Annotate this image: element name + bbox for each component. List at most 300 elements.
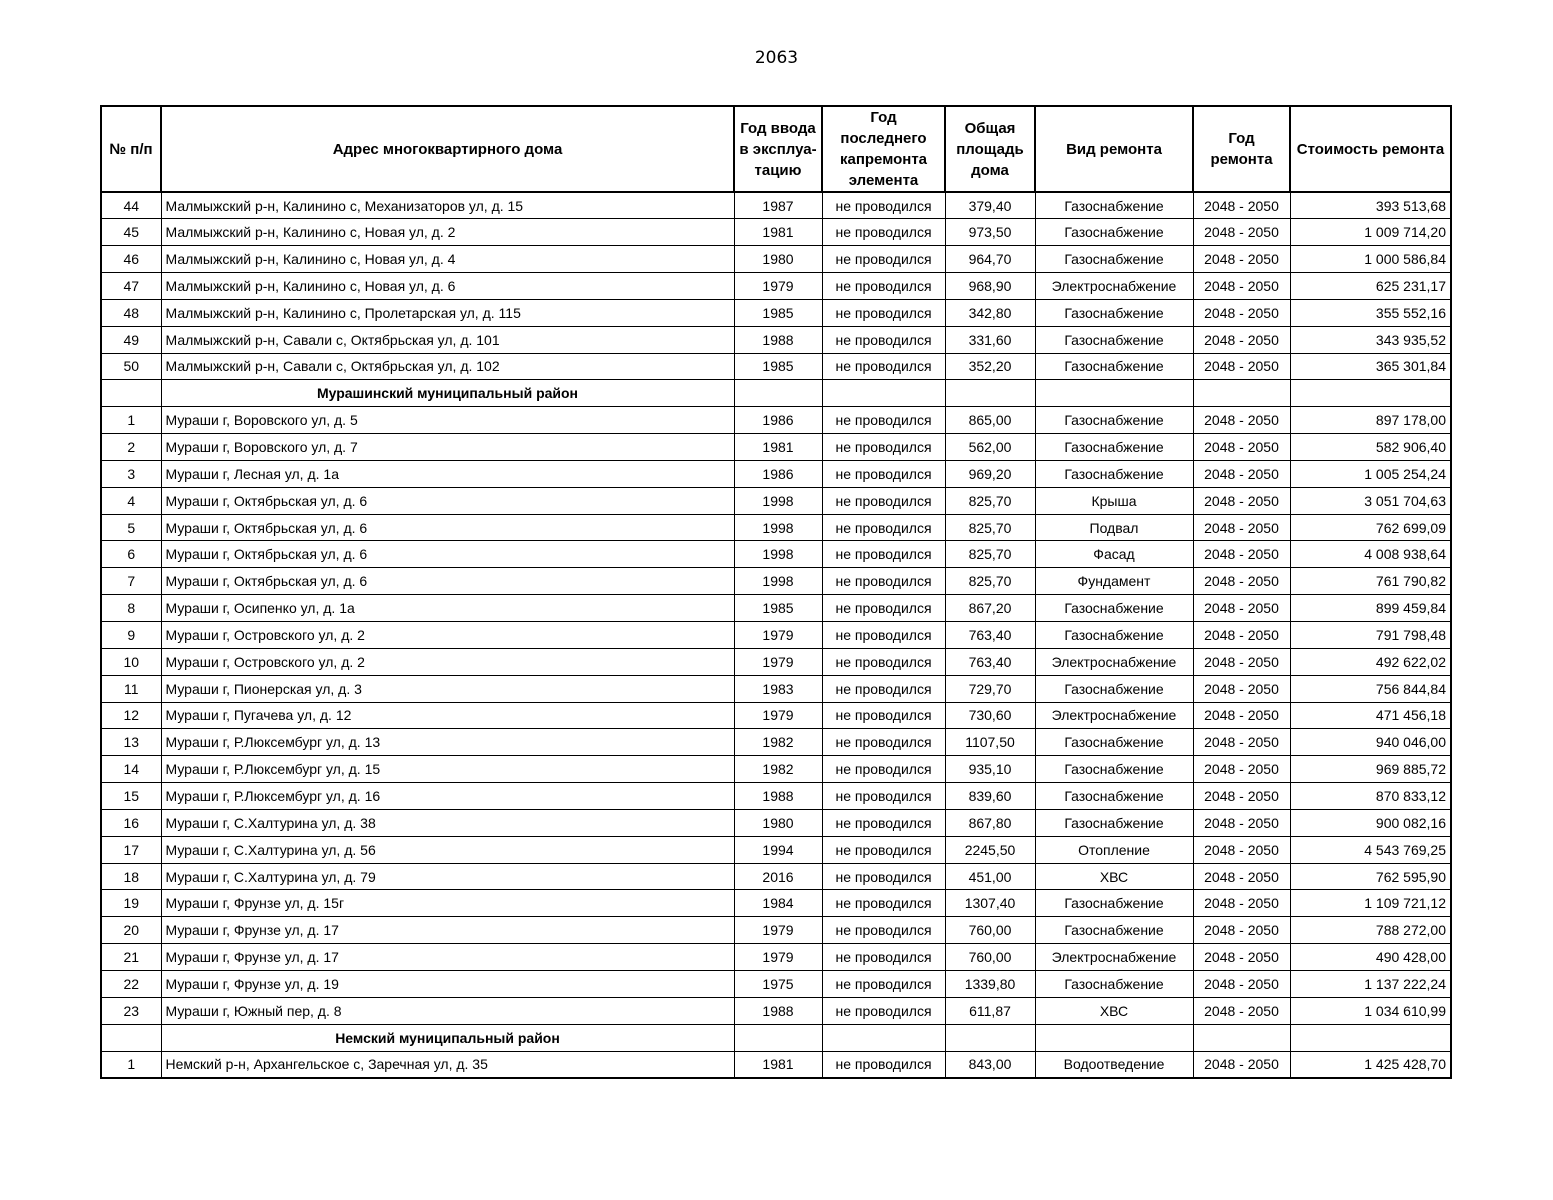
cell-repair-year: 2048 - 2050 (1193, 783, 1290, 810)
section-empty-cell (945, 1024, 1035, 1051)
cell-address: Мураши г, Фрунзе ул, д. 17 (161, 944, 734, 971)
cell-address: Мураши г, Фрунзе ул, д. 15г (161, 890, 734, 917)
cell-commission-year: 1998 (734, 568, 822, 595)
cell-cost: 761 790,82 (1290, 568, 1451, 595)
cell-repair-year: 2048 - 2050 (1193, 407, 1290, 434)
cell-area: 760,00 (945, 944, 1035, 971)
section-empty-cell (1035, 380, 1193, 407)
cell-area: 968,90 (945, 273, 1035, 300)
cell-address: Мураши г, Октябрьская ул, д. 6 (161, 541, 734, 568)
table-row (101, 917, 1451, 944)
cell-repair-type: Газоснабжение (1035, 353, 1193, 380)
cell-address: Мураши г, Лесная ул, д. 1а (161, 460, 734, 487)
table-row (101, 702, 1451, 729)
cell-area: 825,70 (945, 541, 1035, 568)
cell-commission-year: 1982 (734, 756, 822, 783)
cell-cost: 897 178,00 (1290, 407, 1451, 434)
cell-area: 611,87 (945, 997, 1035, 1024)
header-commission-year: Год ввода в эксплуа-тацию (734, 106, 822, 192)
cell-address: Мураши г, С.Халтурина ул, д. 79 (161, 863, 734, 890)
cell-commission-year: 2016 (734, 863, 822, 890)
cell-repair-type: Газоснабжение (1035, 407, 1193, 434)
cell-area: 843,00 (945, 1051, 1035, 1078)
cell-last-repair: не проводился (822, 514, 945, 541)
table-body (101, 192, 1451, 1078)
cell-repair-type: Отопление (1035, 836, 1193, 863)
cell-last-repair: не проводился (822, 622, 945, 649)
cell-number: 1 (101, 407, 161, 434)
table-row (101, 353, 1451, 380)
cell-address: Мураши г, С.Халтурина ул, д. 38 (161, 809, 734, 836)
cell-area: 760,00 (945, 917, 1035, 944)
cell-repair-year: 2048 - 2050 (1193, 944, 1290, 971)
cell-commission-year: 1980 (734, 809, 822, 836)
cell-address: Мураши г, Островского ул, д. 2 (161, 622, 734, 649)
cell-last-repair: не проводился (822, 541, 945, 568)
cell-last-repair: не проводился (822, 192, 945, 219)
cell-last-repair: не проводился (822, 460, 945, 487)
table-row (101, 434, 1451, 461)
cell-last-repair: не проводился (822, 219, 945, 246)
cell-last-repair: не проводился (822, 299, 945, 326)
cell-cost: 582 906,40 (1290, 434, 1451, 461)
cell-address: Мураши г, Пугачева ул, д. 12 (161, 702, 734, 729)
cell-repair-year: 2048 - 2050 (1193, 487, 1290, 514)
cell-address: Мураши г, Фрунзе ул, д. 17 (161, 917, 734, 944)
section-empty-cell (734, 380, 822, 407)
cell-repair-type: Газоснабжение (1035, 326, 1193, 353)
table-row (101, 729, 1451, 756)
cell-repair-type: Фасад (1035, 541, 1193, 568)
cell-address: Малмыжский р-н, Калинино с, Новая ул, д. 2 (161, 219, 734, 246)
cell-repair-year: 2048 - 2050 (1193, 568, 1290, 595)
cell-area: 973,50 (945, 219, 1035, 246)
cell-last-repair: не проводился (822, 246, 945, 273)
cell-repair-year: 2048 - 2050 (1193, 970, 1290, 997)
cell-cost: 870 833,12 (1290, 783, 1451, 810)
cell-last-repair: не проводился (822, 729, 945, 756)
table-row (101, 192, 1451, 219)
cell-number: 18 (101, 863, 161, 890)
cell-repair-year: 2048 - 2050 (1193, 756, 1290, 783)
table-row (101, 219, 1451, 246)
cell-repair-year: 2048 - 2050 (1193, 192, 1290, 219)
cell-commission-year: 1984 (734, 890, 822, 917)
cell-address: Малмыжский р-н, Калинино с, Новая ул, д. 4 (161, 246, 734, 273)
cell-address: Мураши г, Пионерская ул, д. 3 (161, 675, 734, 702)
cell-number: 50 (101, 353, 161, 380)
cell-cost: 3 051 704,63 (1290, 487, 1451, 514)
cell-last-repair: не проводился (822, 863, 945, 890)
cell-address: Мураши г, Р.Люксембург ул, д. 13 (161, 729, 734, 756)
cell-repair-year: 2048 - 2050 (1193, 326, 1290, 353)
cell-number: 4 (101, 487, 161, 514)
table-row (101, 299, 1451, 326)
cell-commission-year: 1981 (734, 434, 822, 461)
cell-commission-year: 1994 (734, 836, 822, 863)
table-row (101, 514, 1451, 541)
cell-last-repair: не проводился (822, 675, 945, 702)
section-empty-cell (734, 1024, 822, 1051)
cell-last-repair: не проводился (822, 1051, 945, 1078)
cell-repair-year: 2048 - 2050 (1193, 299, 1290, 326)
cell-area: 1339,80 (945, 970, 1035, 997)
section-empty-cell (1290, 1024, 1451, 1051)
section-empty-cell (822, 380, 945, 407)
cell-area: 825,70 (945, 514, 1035, 541)
cell-cost: 762 699,09 (1290, 514, 1451, 541)
cell-commission-year: 1985 (734, 299, 822, 326)
cell-repair-year: 2048 - 2050 (1193, 273, 1290, 300)
cell-cost: 365 301,84 (1290, 353, 1451, 380)
cell-cost: 762 595,90 (1290, 863, 1451, 890)
cell-commission-year: 1985 (734, 353, 822, 380)
cell-repair-type: Электроснабжение (1035, 944, 1193, 971)
cell-repair-type: Водоотведение (1035, 1051, 1193, 1078)
header-row (101, 106, 1451, 192)
cell-cost: 1 009 714,20 (1290, 219, 1451, 246)
header-number: № п/п (101, 106, 161, 192)
cell-repair-type: Электроснабжение (1035, 702, 1193, 729)
cell-address: Мураши г, Октябрьская ул, д. 6 (161, 568, 734, 595)
cell-address: Немский р-н, Архангельское с, Заречная ул, д. 35 (161, 1051, 734, 1078)
cell-repair-year: 2048 - 2050 (1193, 863, 1290, 890)
cell-commission-year: 1979 (734, 917, 822, 944)
repair-register-table (100, 105, 1452, 1079)
cell-address: Малмыжский р-н, Калинино с, Механизаторов ул, д. 15 (161, 192, 734, 219)
cell-repair-year: 2048 - 2050 (1193, 353, 1290, 380)
table-row (101, 648, 1451, 675)
cell-repair-type: Крыша (1035, 487, 1193, 514)
cell-cost: 490 428,00 (1290, 944, 1451, 971)
cell-address: Малмыжский р-н, Калинино с, Пролетарская ул, д. 115 (161, 299, 734, 326)
cell-repair-year: 2048 - 2050 (1193, 675, 1290, 702)
cell-repair-type: ХВС (1035, 997, 1193, 1024)
cell-commission-year: 1988 (734, 783, 822, 810)
cell-commission-year: 1981 (734, 219, 822, 246)
cell-number: 15 (101, 783, 161, 810)
cell-number: 10 (101, 648, 161, 675)
cell-last-repair: не проводился (822, 568, 945, 595)
cell-area: 867,20 (945, 595, 1035, 622)
cell-commission-year: 1979 (734, 273, 822, 300)
table-row (101, 460, 1451, 487)
table-row (101, 944, 1451, 971)
table-row (101, 326, 1451, 353)
cell-area: 1307,40 (945, 890, 1035, 917)
cell-number: 14 (101, 756, 161, 783)
cell-last-repair: не проводился (822, 997, 945, 1024)
cell-cost: 1 137 222,24 (1290, 970, 1451, 997)
cell-repair-type: Газоснабжение (1035, 890, 1193, 917)
cell-number: 16 (101, 809, 161, 836)
cell-repair-year: 2048 - 2050 (1193, 246, 1290, 273)
cell-repair-year: 2048 - 2050 (1193, 1051, 1290, 1078)
cell-area: 969,20 (945, 460, 1035, 487)
header-repair-cost: Стоимость ремонта (1290, 106, 1451, 192)
cell-address: Мураши г, С.Халтурина ул, д. 56 (161, 836, 734, 863)
cell-address: Мураши г, Воровского ул, д. 7 (161, 434, 734, 461)
cell-address: Мураши г, Южный пер, д. 8 (161, 997, 734, 1024)
cell-repair-year: 2048 - 2050 (1193, 997, 1290, 1024)
section-title: Мурашинский муниципальный район (161, 380, 734, 407)
cell-area: 935,10 (945, 756, 1035, 783)
cell-area: 865,00 (945, 407, 1035, 434)
cell-cost: 4 008 938,64 (1290, 541, 1451, 568)
cell-area: 331,60 (945, 326, 1035, 353)
cell-commission-year: 1998 (734, 541, 822, 568)
cell-number: 21 (101, 944, 161, 971)
cell-number: 9 (101, 622, 161, 649)
cell-cost: 393 513,68 (1290, 192, 1451, 219)
cell-number: 12 (101, 702, 161, 729)
cell-address: Малмыжский р-н, Калинино с, Новая ул, д. 6 (161, 273, 734, 300)
cell-repair-year: 2048 - 2050 (1193, 702, 1290, 729)
table-row (101, 890, 1451, 917)
cell-area: 825,70 (945, 568, 1035, 595)
cell-number: 11 (101, 675, 161, 702)
table-row (101, 273, 1451, 300)
cell-number: 49 (101, 326, 161, 353)
cell-area: 2245,50 (945, 836, 1035, 863)
cell-cost: 940 046,00 (1290, 729, 1451, 756)
table-row (101, 246, 1451, 273)
cell-address: Мураши г, Октябрьская ул, д. 6 (161, 514, 734, 541)
cell-last-repair: не проводился (822, 970, 945, 997)
header-address: Адрес многоквартирного дома (161, 106, 734, 192)
cell-cost: 900 082,16 (1290, 809, 1451, 836)
section-title: Немский муниципальный район (161, 1024, 734, 1051)
cell-repair-type: Газоснабжение (1035, 460, 1193, 487)
cell-area: 352,20 (945, 353, 1035, 380)
cell-area: 562,00 (945, 434, 1035, 461)
cell-area: 729,70 (945, 675, 1035, 702)
cell-number: 23 (101, 997, 161, 1024)
cell-address: Малмыжский р-н, Савали с, Октябрьская ул, д. 101 (161, 326, 734, 353)
cell-cost: 343 935,52 (1290, 326, 1451, 353)
cell-repair-year: 2048 - 2050 (1193, 648, 1290, 675)
cell-repair-year: 2048 - 2050 (1193, 219, 1290, 246)
cell-last-repair: не проводился (822, 273, 945, 300)
cell-number: 8 (101, 595, 161, 622)
cell-repair-type: Газоснабжение (1035, 622, 1193, 649)
header-repair-year: Год ремонта (1193, 106, 1290, 192)
section-empty-cell (1193, 1024, 1290, 1051)
cell-number: 2 (101, 434, 161, 461)
cell-number: 17 (101, 836, 161, 863)
cell-repair-type: ХВС (1035, 863, 1193, 890)
cell-cost: 756 844,84 (1290, 675, 1451, 702)
cell-repair-type: Газоснабжение (1035, 729, 1193, 756)
cell-commission-year: 1986 (734, 407, 822, 434)
cell-repair-type: Фундамент (1035, 568, 1193, 595)
cell-number: 47 (101, 273, 161, 300)
cell-number: 5 (101, 514, 161, 541)
cell-address: Мураши г, Фрунзе ул, д. 19 (161, 970, 734, 997)
table-row (101, 1051, 1451, 1078)
table-row (101, 809, 1451, 836)
cell-last-repair: не проводился (822, 917, 945, 944)
header-repair-type: Вид ремонта (1035, 106, 1193, 192)
cell-repair-year: 2048 - 2050 (1193, 809, 1290, 836)
cell-cost: 1 109 721,12 (1290, 890, 1451, 917)
cell-area: 839,60 (945, 783, 1035, 810)
cell-area: 763,40 (945, 648, 1035, 675)
cell-cost: 1 005 254,24 (1290, 460, 1451, 487)
section-row (101, 1024, 1451, 1051)
cell-number: 3 (101, 460, 161, 487)
table-row (101, 568, 1451, 595)
section-empty-cell (1193, 380, 1290, 407)
table-row (101, 675, 1451, 702)
cell-repair-type: Подвал (1035, 514, 1193, 541)
table-row (101, 836, 1451, 863)
cell-repair-year: 2048 - 2050 (1193, 514, 1290, 541)
cell-commission-year: 1987 (734, 192, 822, 219)
cell-area: 964,70 (945, 246, 1035, 273)
cell-cost: 791 798,48 (1290, 622, 1451, 649)
cell-commission-year: 1988 (734, 326, 822, 353)
section-empty-cell (101, 1024, 161, 1051)
cell-repair-year: 2048 - 2050 (1193, 434, 1290, 461)
table-row (101, 756, 1451, 783)
cell-cost: 788 272,00 (1290, 917, 1451, 944)
cell-commission-year: 1980 (734, 246, 822, 273)
cell-commission-year: 1979 (734, 944, 822, 971)
cell-repair-type: Газоснабжение (1035, 917, 1193, 944)
cell-cost: 355 552,16 (1290, 299, 1451, 326)
cell-repair-year: 2048 - 2050 (1193, 622, 1290, 649)
table-row (101, 863, 1451, 890)
cell-address: Мураши г, Октябрьская ул, д. 6 (161, 487, 734, 514)
cell-cost: 492 622,02 (1290, 648, 1451, 675)
cell-repair-type: Электроснабжение (1035, 648, 1193, 675)
cell-last-repair: не проводился (822, 836, 945, 863)
header-total-area: Общая площадь дома (945, 106, 1035, 192)
cell-repair-type: Газоснабжение (1035, 595, 1193, 622)
table-row (101, 407, 1451, 434)
cell-address: Мураши г, Р.Люксембург ул, д. 15 (161, 756, 734, 783)
table-row (101, 783, 1451, 810)
cell-number: 22 (101, 970, 161, 997)
cell-cost: 625 231,17 (1290, 273, 1451, 300)
table-row (101, 595, 1451, 622)
cell-number: 13 (101, 729, 161, 756)
cell-repair-type: Газоснабжение (1035, 783, 1193, 810)
cell-commission-year: 1981 (734, 1051, 822, 1078)
cell-last-repair: не проводился (822, 809, 945, 836)
cell-number: 7 (101, 568, 161, 595)
cell-area: 867,80 (945, 809, 1035, 836)
cell-last-repair: не проводился (822, 595, 945, 622)
section-row (101, 380, 1451, 407)
cell-cost: 1 034 610,99 (1290, 997, 1451, 1024)
cell-commission-year: 1975 (734, 970, 822, 997)
cell-cost: 969 885,72 (1290, 756, 1451, 783)
cell-address: Мураши г, Воровского ул, д. 5 (161, 407, 734, 434)
cell-repair-year: 2048 - 2050 (1193, 836, 1290, 863)
cell-repair-year: 2048 - 2050 (1193, 595, 1290, 622)
cell-repair-type: Газоснабжение (1035, 246, 1193, 273)
cell-repair-type: Газоснабжение (1035, 434, 1193, 461)
cell-commission-year: 1998 (734, 487, 822, 514)
cell-area: 451,00 (945, 863, 1035, 890)
cell-cost: 899 459,84 (1290, 595, 1451, 622)
cell-number: 20 (101, 917, 161, 944)
cell-number: 48 (101, 299, 161, 326)
header-last-repair-year: Год последнего капремонта элемента (822, 106, 945, 192)
cell-commission-year: 1986 (734, 460, 822, 487)
cell-commission-year: 1979 (734, 648, 822, 675)
cell-last-repair: не проводился (822, 326, 945, 353)
cell-cost: 4 543 769,25 (1290, 836, 1451, 863)
cell-address: Мураши г, Р.Люксембург ул, д. 16 (161, 783, 734, 810)
cell-repair-year: 2048 - 2050 (1193, 890, 1290, 917)
cell-area: 379,40 (945, 192, 1035, 219)
table-row (101, 541, 1451, 568)
section-empty-cell (945, 380, 1035, 407)
cell-number: 6 (101, 541, 161, 568)
cell-commission-year: 1985 (734, 595, 822, 622)
section-empty-cell (1290, 380, 1451, 407)
cell-repair-type: Газоснабжение (1035, 756, 1193, 783)
section-empty-cell (822, 1024, 945, 1051)
cell-commission-year: 1979 (734, 702, 822, 729)
cell-cost: 1 425 428,70 (1290, 1051, 1451, 1078)
cell-last-repair: не проводился (822, 434, 945, 461)
cell-cost: 471 456,18 (1290, 702, 1451, 729)
cell-repair-year: 2048 - 2050 (1193, 541, 1290, 568)
cell-repair-year: 2048 - 2050 (1193, 460, 1290, 487)
cell-last-repair: не проводился (822, 702, 945, 729)
section-empty-cell (1035, 1024, 1193, 1051)
table-row (101, 970, 1451, 997)
cell-number: 46 (101, 246, 161, 273)
cell-last-repair: не проводился (822, 890, 945, 917)
table-row (101, 997, 1451, 1024)
cell-repair-year: 2048 - 2050 (1193, 917, 1290, 944)
cell-number: 19 (101, 890, 161, 917)
cell-last-repair: не проводился (822, 487, 945, 514)
cell-last-repair: не проводился (822, 648, 945, 675)
cell-last-repair: не проводился (822, 353, 945, 380)
cell-area: 342,80 (945, 299, 1035, 326)
cell-commission-year: 1983 (734, 675, 822, 702)
cell-repair-type: Газоснабжение (1035, 192, 1193, 219)
cell-area: 763,40 (945, 622, 1035, 649)
section-empty-cell (101, 380, 161, 407)
cell-repair-type: Газоснабжение (1035, 299, 1193, 326)
cell-repair-type: Электроснабжение (1035, 273, 1193, 300)
cell-repair-type: Газоснабжение (1035, 675, 1193, 702)
table-row (101, 622, 1451, 649)
cell-repair-type: Газоснабжение (1035, 809, 1193, 836)
cell-address: Мураши г, Осипенко ул, д. 1а (161, 595, 734, 622)
page-number: 2063 (754, 48, 799, 68)
cell-number: 1 (101, 1051, 161, 1078)
cell-repair-year: 2048 - 2050 (1193, 729, 1290, 756)
cell-address: Малмыжский р-н, Савали с, Октябрьская ул, д. 102 (161, 353, 734, 380)
cell-commission-year: 1979 (734, 622, 822, 649)
cell-area: 730,60 (945, 702, 1035, 729)
cell-last-repair: не проводился (822, 783, 945, 810)
cell-commission-year: 1998 (734, 514, 822, 541)
cell-number: 44 (101, 192, 161, 219)
cell-last-repair: не проводился (822, 407, 945, 434)
cell-area: 1107,50 (945, 729, 1035, 756)
cell-area: 825,70 (945, 487, 1035, 514)
cell-commission-year: 1982 (734, 729, 822, 756)
